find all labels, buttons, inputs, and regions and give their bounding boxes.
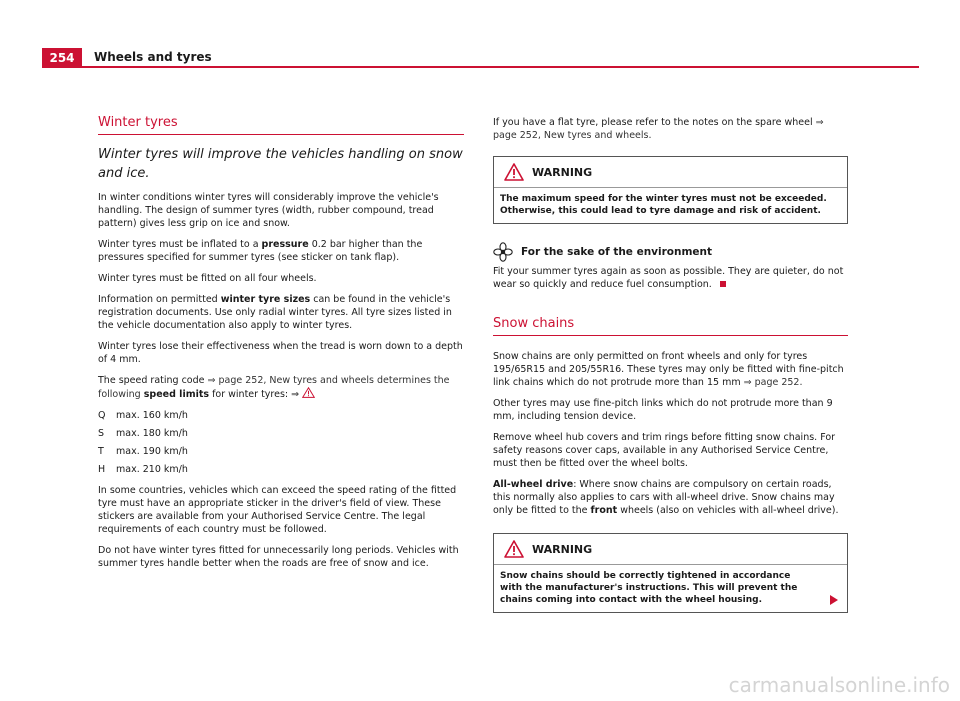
environment-text: Fit your summer tyres again as soon as possible. They are quieter, do not wear so quickly and reduce fuel consumption. bbox=[493, 266, 844, 290]
page-reference-link[interactable]: ⇒ page 252, New tyres and wheels determines the following bbox=[98, 375, 450, 400]
warning-box bbox=[493, 156, 848, 224]
paragraph: Snow chains are only permitted on front wheels and only for tyres 195/65R15 and 205/55R16. These tyres may only be fitted with fine-pitch link chains which do not protrude more than 15 mm ⇒ page 252. bbox=[493, 351, 844, 388]
left-column bbox=[98, 116, 464, 578]
section-title-snow-chains: Snow chains bbox=[493, 317, 848, 336]
warning-label: WARNING bbox=[532, 542, 593, 556]
paragraph: Other tyres may use fine-pitch links which do not protrude more than 9 mm, including tension device. bbox=[493, 398, 833, 422]
section-title-winter-tyres: Winter tyres bbox=[98, 116, 464, 135]
speed-code: S bbox=[98, 428, 105, 439]
section-end-marker bbox=[720, 281, 726, 287]
warning-label: WARNING bbox=[532, 165, 593, 179]
speed-code: T bbox=[98, 446, 104, 457]
paragraph: All-wheel drive: Where snow chains are compulsory on certain roads, this normally also applies to cars with all-wheel drive. Snow chains may only be fitted to the front wheels (also on vehicles with all-wheel drive). bbox=[493, 479, 839, 516]
paragraph: Do not have winter tyres fitted for unnecessarily long periods. Vehicles with summer tyres handle better when the roads are free of snow and ice. bbox=[98, 545, 459, 569]
warning-header bbox=[494, 534, 847, 565]
warning-header bbox=[494, 157, 847, 188]
speed-code: Q bbox=[98, 410, 106, 421]
speed-code: H bbox=[98, 464, 106, 475]
speed-value: max. 210 km/h bbox=[116, 464, 188, 475]
header-rule bbox=[42, 66, 919, 68]
paragraph: Winter tyres must be fitted on all four wheels. bbox=[98, 273, 317, 284]
paragraph: The speed rating code ⇒ page 252, New tyres and wheels determines the following speed limits for winter tyres: ⇒ bbox=[98, 375, 450, 400]
chapter-title: Wheels and tyres bbox=[94, 50, 212, 64]
speed-value: max. 190 km/h bbox=[116, 446, 188, 457]
warning-text: Snow chains should be correctly tightened in accordance with the manufacturer's instructions. This will prevent the chains coming into contact with the wheel housing. bbox=[500, 571, 798, 605]
warning-box bbox=[493, 533, 848, 613]
warning-reference-link[interactable]: ⇒ bbox=[291, 389, 315, 400]
warning-triangle-icon bbox=[504, 540, 524, 558]
speed-value: max. 160 km/h bbox=[116, 410, 188, 421]
paragraph: In some countries, vehicles which can exceed the speed rating of the fitted tyre must have an appropriate sticker in the driver's field of view. These stickers are available from your Authorised Service Centre. The legal requirements of each country must be followed. bbox=[98, 485, 457, 535]
page-reference-link[interactable]: ⇒ page 252. bbox=[743, 377, 803, 388]
watermark: carmanualsonline.info bbox=[728, 673, 950, 697]
paragraph: Winter tyres lose their effectiveness when the tread is worn down to a depth of 4 mm. bbox=[98, 341, 463, 365]
paragraph: Winter tyres must be inflated to a pressure 0.2 bar higher than the pressures specified for summer tyres (see sticker on tank flap). bbox=[98, 239, 423, 263]
paragraph: If you have a flat tyre, please refer to the notes on the spare wheel ⇒ page 252, New tyres and wheels. bbox=[493, 117, 824, 141]
environment-note bbox=[493, 242, 848, 291]
paragraph: Information on permitted winter tyre sizes can be found in the vehicle's registration documents. Use only radial winter tyres. All tyre sizes listed in the vehicle documentation also apply to winter tyres. bbox=[98, 294, 452, 331]
speed-limit-list bbox=[98, 409, 464, 476]
warning-triangle-icon bbox=[302, 387, 315, 398]
continue-arrow-icon bbox=[829, 594, 839, 606]
page-reference-link[interactable]: ⇒ page 252, New tyres and wheels. bbox=[493, 117, 824, 141]
right-column bbox=[493, 116, 848, 627]
warning-triangle-icon bbox=[504, 163, 524, 181]
environment-title: For the sake of the environment bbox=[521, 245, 713, 258]
lead-paragraph: Winter tyres will improve the vehicles handling on snow and ice. bbox=[98, 147, 463, 181]
speed-value: max. 180 km/h bbox=[116, 428, 188, 439]
warning-text: The maximum speed for the winter tyres must not be exceeded. Otherwise, this could lead to tyre damage and risk of accident. bbox=[500, 194, 827, 216]
paragraph: In winter conditions winter tyres will considerably improve the vehicle's handling. The design of summer tyres (width, rubber compound, tread pattern) gives less grip on ice and snow. bbox=[98, 192, 439, 229]
paragraph: Remove wheel hub covers and trim rings before fitting snow chains. For safety reasons cover caps, available in any Authorised Service Centre, must then be fitted over the wheel bolts. bbox=[493, 432, 836, 469]
page-number: 254 bbox=[42, 48, 82, 68]
flower-icon bbox=[493, 242, 513, 262]
